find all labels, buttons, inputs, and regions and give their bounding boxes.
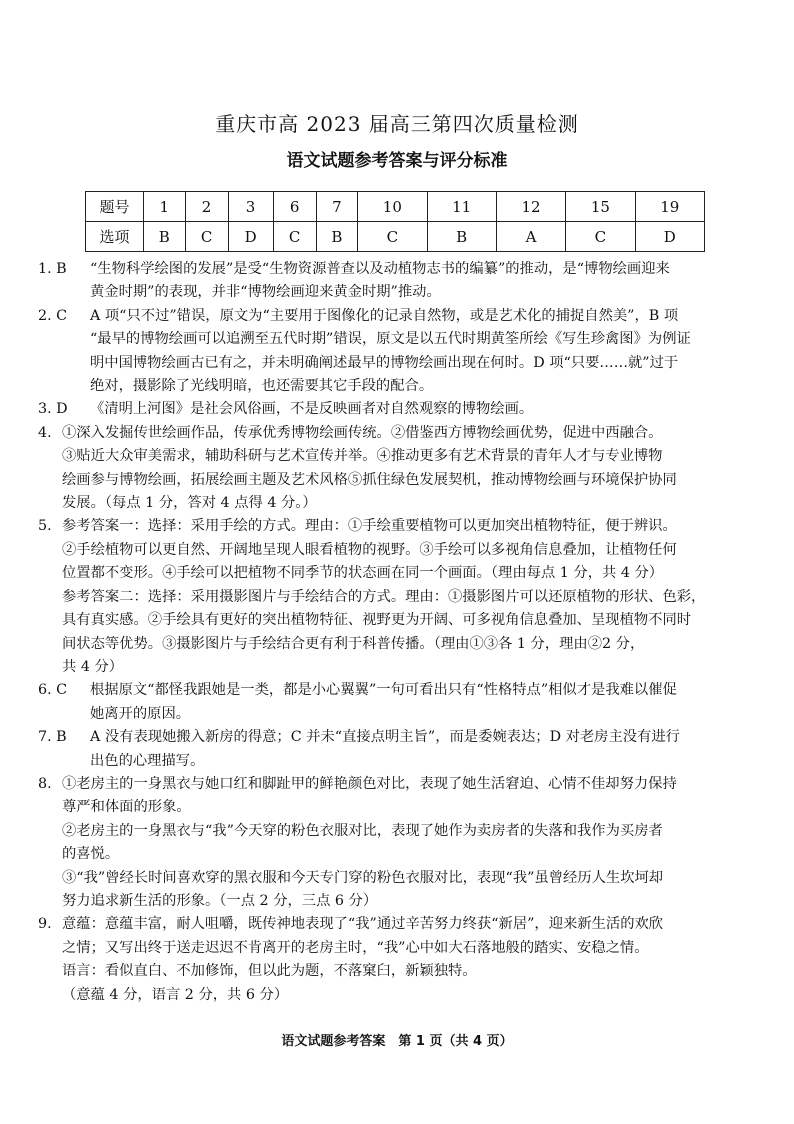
answer-option-cell: B	[316, 222, 358, 252]
item-line: 她离开的原因。	[90, 705, 191, 722]
item-line: 意蕴：意蕴丰富，耐人咀嚼，既传神地表现了“我”通过辛苦努力终获“新居”，迎来新生活的欢欣	[62, 916, 664, 933]
item-line: ③贴近大众审美需求，辅助科研与艺术宣传并举。④推动更多有艺术背景的青年人才与专业博物	[62, 448, 663, 465]
item-line: ①老房主的一身黑衣与她口红和脚趾甲的鲜艳颜色对比，表现了她生活窘迫、心情不佳却努力保持	[62, 775, 677, 792]
item-line: ②手绘植物可以更自然、开阔地呈现人眼看植物的视野。③手绘可以多视角信息叠加，让植物任何	[62, 541, 677, 558]
question-number-cell: 10	[358, 192, 427, 222]
question-number-cell: 19	[635, 192, 704, 222]
item-line: 具有真实感。②手绘具有更好的突出植物特征、视野更为开阔、可多视角信息叠加、呈现植物不同时	[62, 612, 692, 629]
question-number-cell: 12	[496, 192, 565, 222]
item-number: 7. B	[38, 729, 67, 746]
answer-item-7	[38, 726, 774, 773]
answer-item-3	[38, 398, 774, 421]
item-line: 之情；又写出终于送走迟迟不肯离开的老房主时，“我”心中如大石落地般的踏实、安稳之情。	[62, 939, 649, 956]
answer-item-4	[38, 422, 774, 516]
item-line: 共 4 分）	[62, 658, 124, 675]
item-line: ①深入发掘传世绘画作品，传承优秀博物绘画传统。②借鉴西方博物绘画优势，促进中西融合。	[62, 424, 663, 441]
item-line: 绝对，摄影除了光线明暗，也还需要其它手段的配合。	[90, 378, 434, 395]
question-number-cell: 11	[427, 192, 496, 222]
item-number: 8.	[38, 775, 52, 792]
answer-option-cell: C	[273, 222, 316, 252]
answer-item-8	[38, 773, 774, 913]
answer-option-row	[86, 222, 705, 252]
answer-option-cell: D	[228, 222, 273, 252]
item-line: ③“我”曾经长时间喜欢穿的黑衣服和今天专门穿的粉色衣服对比，表现“我”虽曾经历人生坎坷却	[62, 869, 664, 886]
item-number: 2. C	[38, 307, 68, 324]
question-number-cell: 3	[228, 192, 273, 222]
question-number-cell: 7	[316, 192, 358, 222]
answer-item-2	[38, 305, 774, 399]
item-line: （意蕴 4 分，语言 2 分，共 6 分）	[62, 986, 289, 1003]
answer-option-cell: C	[566, 222, 635, 252]
item-number: 3. D	[38, 401, 68, 418]
item-line: A 没有表现她搬入新房的得意；C 并未“直接点明主旨”，而是委婉表达；D 对老房主没有进行	[90, 729, 680, 746]
answer-option-cell: C	[185, 222, 228, 252]
item-line: 出色的心理描写。	[90, 752, 205, 769]
page-footer: 语文试题参考答案 第 1 页（共 4 页）	[281, 1034, 513, 1049]
table-row-label: 选项	[86, 222, 144, 252]
item-line: ②老房主的一身黑衣与“我”今天穿的粉色衣服对比，表现了她作为卖房者的失落和我作为买房者	[62, 822, 663, 839]
item-line: 参考答案一：选择：采用手绘的方式。理由：①手绘重要植物可以更加突出植物特征，便于辨识。	[62, 518, 677, 535]
item-line: 黄金时期”的表现，并非“博物绘画迎来黄金时期”推动。	[90, 284, 441, 301]
item-line: 绘画参与博物绘画，拓展绘画主题及艺术风格⑤抓住绿色发展契机，推动博物绘画与环境保护协同	[62, 471, 677, 488]
answer-item-5	[38, 515, 774, 679]
item-line: 的喜悦。	[62, 846, 120, 863]
item-number: 1. B	[38, 261, 67, 277]
question-number-row	[86, 192, 705, 222]
item-line: “生物科学绘图的发展”是受“生物资源普查以及动植物志书的编纂”的推动，是“博物绘画迎来	[90, 261, 670, 277]
item-line: 位置都不变形。④手绘可以把植物不同季节的状态画在同一个画面。（理由每点 1 分，共 4 分）	[62, 565, 664, 582]
question-number-cell: 1	[144, 192, 186, 222]
answer-item-6	[38, 679, 774, 726]
item-line: 发展。（每点 1 分，答对 4 点得 4 分。）	[62, 495, 317, 512]
answer-option-cell: C	[358, 222, 427, 252]
question-number-cell: 6	[273, 192, 316, 222]
item-number: 6. C	[38, 682, 68, 699]
item-line: A 项“只不过”错误，原文为“主要用于图像化的记录自然物，或是艺术化的捕捉自然美”，B 项	[90, 307, 679, 324]
item-line: 明中国博物绘画古已有之，并未明确阐述最早的博物绘画出现在何时。D 项“只要……就”过于	[90, 354, 679, 371]
item-number: 5.	[38, 518, 52, 535]
answer-table	[85, 191, 705, 252]
answer-option-cell: B	[144, 222, 186, 252]
answer-item-9	[38, 913, 774, 1007]
answer-option-cell: D	[635, 222, 704, 252]
answer-option-cell: B	[427, 222, 496, 252]
answer-option-cell: A	[496, 222, 565, 252]
answer-item-1	[38, 258, 774, 305]
item-line: 根据原文“都怪我跟她是一类，都是小心翼翼”一句可看出只有“性格特点”相似才是我难以催促	[90, 682, 677, 699]
item-line: 尊严和体面的形象。	[62, 799, 191, 816]
question-number-cell: 2	[185, 192, 228, 222]
item-line: “最早的博物绘画可以追溯至五代时期”错误，原文是以五代时期黄筌所绘《写生珍禽图》为例证	[90, 331, 691, 348]
item-line: 努力追求新生活的形象。（一点 2 分，三点 6 分）	[62, 892, 378, 909]
document-subtitle: 语文试题参考答案与评分标准	[286, 151, 508, 171]
item-line: 《清明上河图》是社会风俗画，不是反映画者对自然观察的博物绘画。	[90, 401, 534, 418]
item-number: 9.	[38, 916, 52, 933]
item-line: 语言：看似直白、不加修饰，但以此为题，不落窠臼，新颖独特。	[62, 963, 477, 980]
document-title: 重庆市高 2023 届高三第四次质量检测	[215, 112, 579, 136]
item-line: 间状态等优势。③摄影图片与手绘结合更有利于科普传播。（理由①③各 1 分，理由②2 分，	[62, 635, 645, 652]
table-row-label: 题号	[86, 192, 144, 222]
item-line: 参考答案二：选择：采用摄影图片与手绘结合的方式。理由：①摄影图片可以还原植物的形状、色彩，	[62, 588, 706, 605]
question-number-cell: 15	[566, 192, 635, 222]
item-number: 4.	[38, 424, 52, 441]
answer-explanations	[38, 258, 774, 1007]
